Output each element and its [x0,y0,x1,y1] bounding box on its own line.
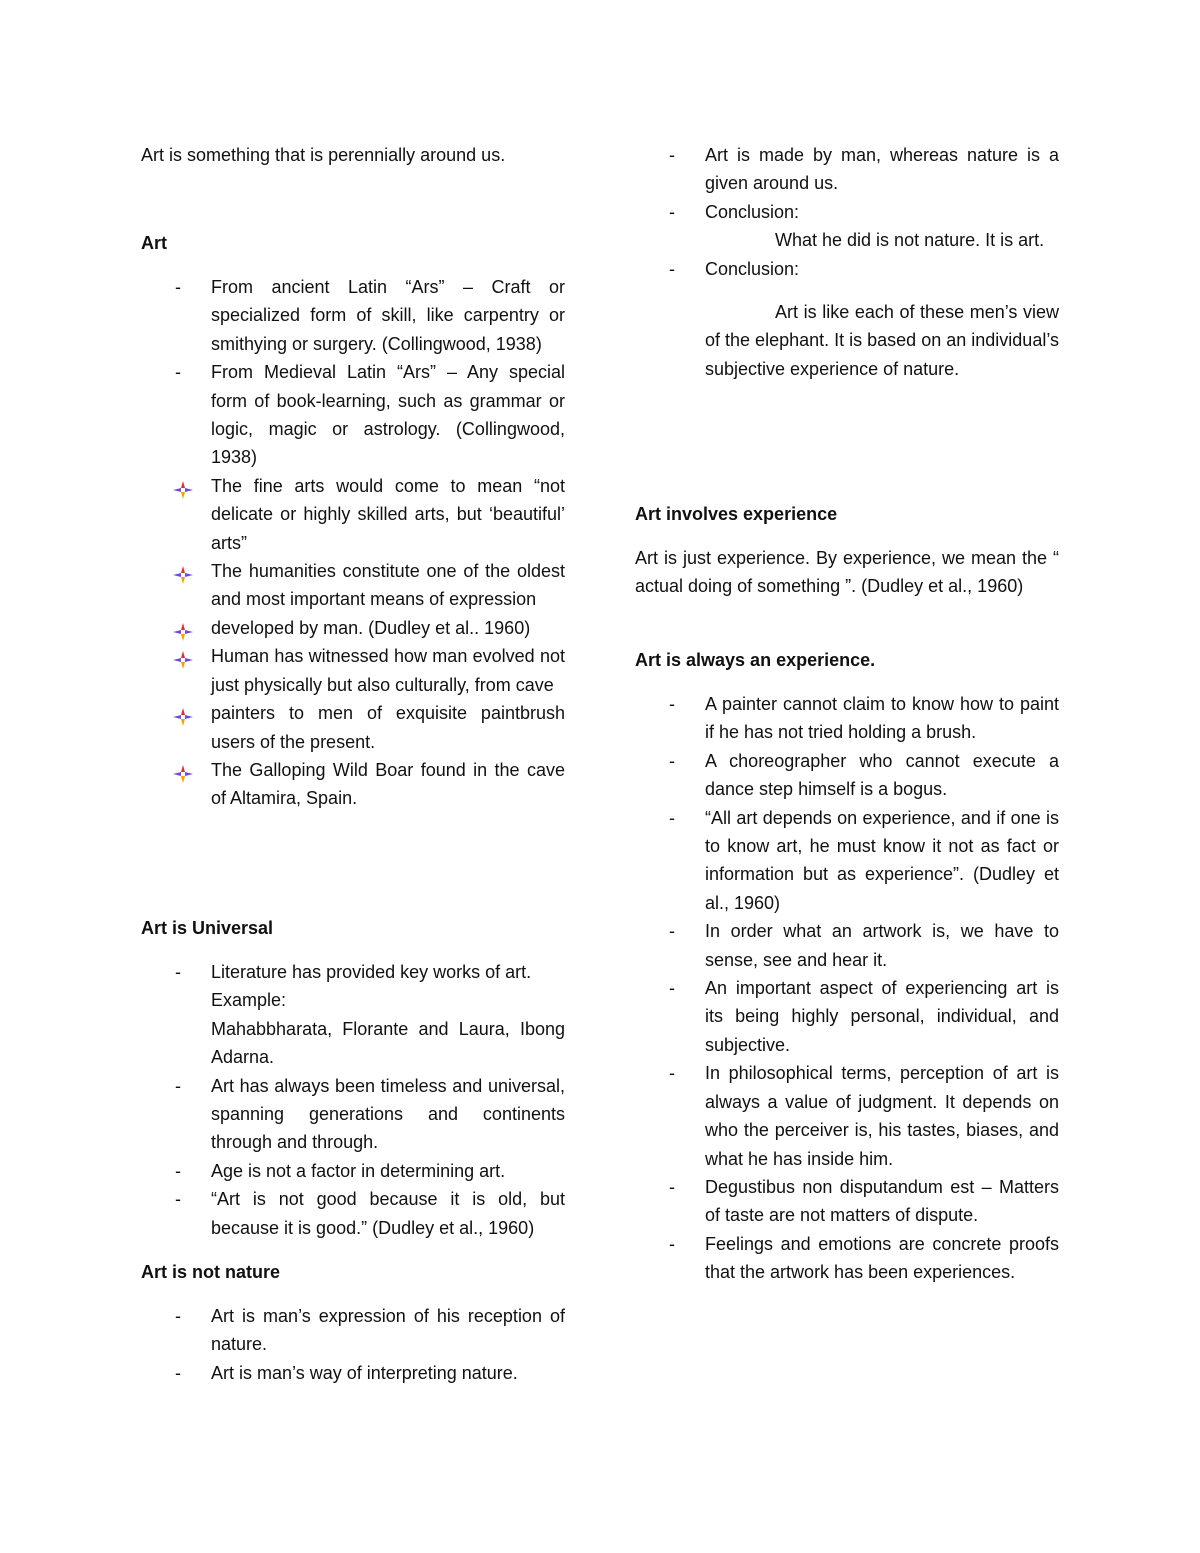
conclusion-text: Art is like each of these men’s view of the elephant. It is based on an individual’s subjective experience of nature. [705,302,1059,379]
four-arrow-bullet-icon [173,763,193,781]
dash-marker: - [175,1362,181,1383]
four-arrow-bullet-icon [173,706,193,724]
list-item: - Literature has provided key works of art. Example: Mahabbharata, Florante and Laura, Ibong Adarna. [141,958,565,1072]
list-item: - Art is man’s way of interpreting nature. [141,1359,565,1387]
dash-marker: - [669,807,675,828]
list-item: The humanities constitute one of the oldest and most important means of expression [141,557,565,614]
dash-marker: - [175,1160,181,1181]
universal-list [141,958,565,1242]
heading-art-always-experience: Art is always an experience. [635,650,876,670]
experience-paragraph: Art is just experience. By experience, we mean the “ actual doing of something ”. (Dudley et al., 1960) [635,548,1059,597]
dash-marker: - [669,1176,675,1197]
nature-list [141,1302,565,1387]
list-item: - A painter cannot claim to know how to paint if he has not tried holding a brush. [635,690,1059,747]
list-item: - Age is not a factor in determining art. [141,1157,565,1185]
list-item: - Art is made by man, whereas nature is a given around us. [635,141,1059,198]
dash-marker: - [669,750,675,771]
list-item [635,198,1059,255]
dash-marker: - [669,978,675,999]
list-item: - “All art depends on experience, and if one is to know art, he must know it not as fact or information but as experience”. (Dudley et al., 1960) [635,804,1059,918]
list-item: developed by man. (Dudley et al.. 1960) [141,614,565,642]
nature-continued-list [635,141,1059,383]
four-arrow-bullet-icon [173,479,193,497]
heading-art: Art [141,233,167,253]
intro-text: Art is something that is perennially around us. [141,145,506,165]
dash-marker: - [175,277,181,297]
conclusion-label: Conclusion: [705,201,800,222]
list-item: The fine arts would come to mean “not delicate or highly skilled arts, but ‘beautiful’ arts” [141,472,565,557]
list-item: - From Medieval Latin “Ars” – Any special form of book-learning, such as grammar or logic, magic or astrology. (Collingwood, 1938) [141,358,565,472]
list-item: - Art is man’s expression of his reception of nature. [141,1302,565,1359]
heading-art-universal: Art is Universal [141,918,274,938]
dash-marker: - [175,1075,181,1096]
art-list [141,273,565,813]
list-item: - In order what an artwork is, we have to sense, see and hear it. [635,917,1059,974]
dash-marker: - [669,1233,675,1254]
heading-art-not-nature: Art is not nature [141,1262,281,1282]
list-item: - Feelings and emotions are concrete proofs that the artwork has been experiences. [635,1230,1059,1287]
list-item: The Galloping Wild Boar found in the cave of Altamira, Spain. [141,756,565,813]
list-item: - From ancient Latin “Ars” – Craft or specialized form of skill, like carpentry or smithying or surgery. (Collingwood, 1938) [141,273,565,358]
list-item: - Degustibus non disputandum est – Matters of taste are not matters of dispute. [635,1173,1059,1230]
dash-marker: - [669,921,675,942]
heading-art-involves-experience: Art involves experience [635,504,838,524]
list-item: - In philosophical terms, perception of art is always a value of judgment. It depends on who the perceiver is, his tastes, biases, and what he has inside him. [635,1059,1059,1173]
dash-marker: - [669,258,675,279]
dash-marker: - [175,362,181,383]
dash-marker: - [669,201,675,222]
four-arrow-bullet-icon [173,649,193,667]
conclusion-label: Conclusion: [705,258,800,279]
list-item [635,255,1059,384]
four-arrow-bullet-icon [173,621,193,639]
list-item: - Art has always been timeless and universal, spanning generations and continents through and through. [141,1072,565,1157]
list-item: - An important aspect of experiencing art is its being highly personal, individual, and subjective. [635,974,1059,1059]
conclusion-text: What he did is not nature. It is art. [775,230,1045,251]
dash-marker: - [669,694,675,714]
dash-marker: - [175,1189,181,1210]
dash-marker: - [175,1306,181,1326]
list-item: painters to men of exquisite paintbrush users of the present. [141,699,565,756]
always-experience-list [635,690,1059,1287]
list-item: Human has witnessed how man evolved not just physically but also culturally, from cave [141,642,565,699]
dash-marker: - [669,145,675,165]
list-item: - “Art is not good because it is old, but because it is good.” (Dudley et al., 1960) [141,1185,565,1242]
dash-marker: - [175,962,181,982]
dash-marker: - [669,1063,675,1084]
list-item: - A choreographer who cannot execute a dance step himself is a bogus. [635,747,1059,804]
four-arrow-bullet-icon [173,564,193,582]
